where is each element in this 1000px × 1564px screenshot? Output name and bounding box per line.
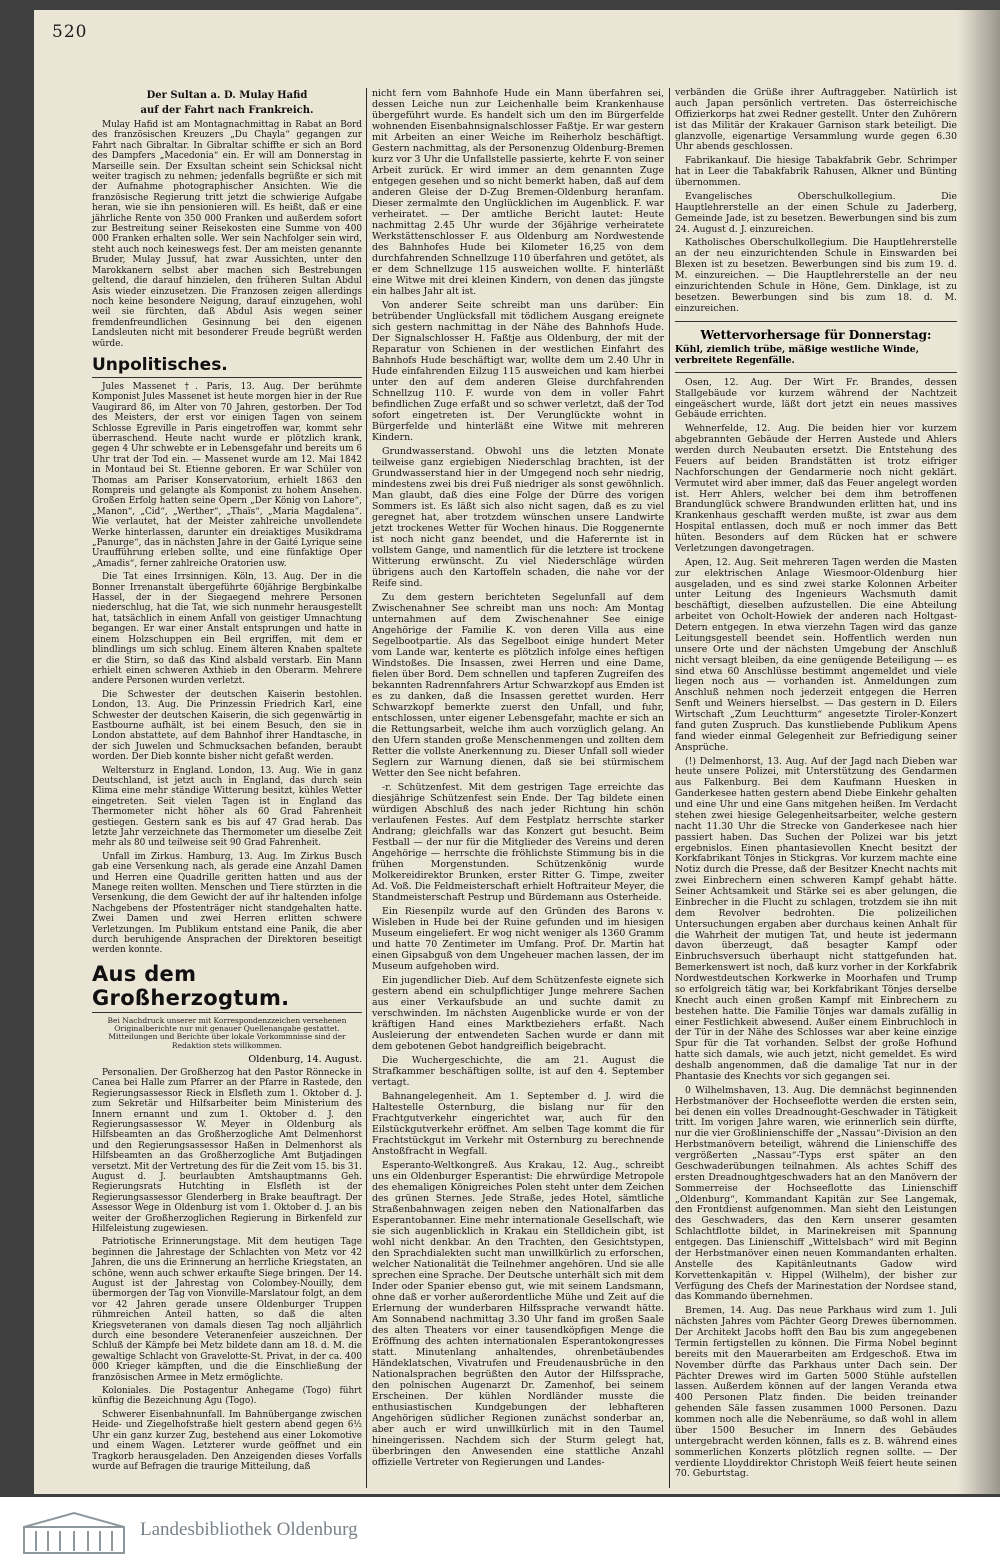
article-paragraph: Koloniales. Die Postagentur Anhegame (Togo) führt künftig die Bezeichnung Agu (Togo). bbox=[92, 1386, 362, 1407]
separator-line bbox=[675, 321, 957, 322]
article-paragraph: Die Schwester der deutschen Kaiserin bestohlen. London, 13. Aug. Die Prinzessin Friedrich Karl, eine Schwester der deutschen Kaiserin, die sich gegenwärtig in Eastbourne aufhält, ist bei einem Besuch, den sie in London abstattete, auf dem Bahnhof ihrer Handtasche, in der sich Juwelen und Schmucksachen befanden, beraubt worden. Der Dieb konnte bisher nicht gefaßt werden. bbox=[92, 689, 362, 763]
viewer-footer bbox=[0, 1497, 1000, 1564]
article-paragraph: Evangelisches Oberschulkollegium. Die Hauptlehrerstelle an der einen Schule zu Jaderberg, Gemeinde Jade, ist zu besetzen. Bewerbungen sind bis zum 24. August d. J. einzureichen. bbox=[675, 190, 957, 235]
article-paragraph: Osen, 12. Aug. Der Wirt Fr. Brandes, dessen Stallgebäude vor kurzem während der Nachtzeit eingeäschert wurde, läßt dort jetzt ein neues massives Gebäude errichten. bbox=[675, 376, 957, 421]
article-paragraph: Grundwasserstand. Obwohl uns die letzten Monate teilweise ganz ergiebigen Niederschlag brachten, ist der Grundwasserstand hier in der Umgegend noch sehr niedrig, mindestens zwei bis drei Fuß niedriger als sonst gewöhnlich. Man glaubt, daß dies eine Folge der Dürre des vorigen Sommers ist. Es läßt sich also nicht sagen, daß es zu viel geregnet hat, aber trotzdem wünschen unsere Landwirte jetzt trockenes Wetter für Wochen hinaus. Die Roggenernte ist noch nicht ganz beendet, und die Haferernte ist in vollstem Gange, und namentlich für die letztere ist trockene Witterung erwünscht. Zu viel Niederschläge würden übrigens auch den Kartoffeln schaden, die nahe vor der Reife sind. bbox=[372, 446, 664, 589]
article-paragraph: verbänden die Grüße ihrer Auftraggeber. Natürlich ist auch Japan persönlich vertreten. Das österreichische Offizierkorps hat zwei Redner gestellt. Unter den Zuhörern ist das Militär der Krakauer Garnison stark beteiligt. Die glanzvolle, eigenartige Versammlung wurde gegen 6.30 Uhr abends geschlossen. bbox=[675, 87, 957, 153]
section-heading: Aus dem Großherzogtum. bbox=[92, 962, 362, 1013]
dateline: Oldenburg, 14. August. bbox=[248, 1053, 362, 1065]
article-paragraph: Weltersturz in England. London, 13. Aug. Wie in ganz Deutschland, ist jetzt auch in England, das durch sein Klima eine mehr ständige Witterung besitzt, kühles Wetter eingetreten. Seit vielen Tagen ist in England das Thermometer nicht höher als 60 Grad Fahrenheit gestiegen. Gestern sank es bis auf 47 Grad herab. Das letzte Jahr verzeichnete das Thermometer um dieselbe Zeit mehr als 80 und teilweise seit 90 Grad Fahrenheit. bbox=[92, 765, 362, 849]
article-paragraph: Katholisches Oberschulkollegium. Die Hauptlehrerstelle an der neu einzurichtenden Schule in Einswarden bei Blexen ist zu besetzen. Bewerbungen sind bis zum 19. d. M. einzureichen. — Die Hauptlehrerstelle an der neu einzurichtenden Schule in Höne, Gem. Dinklage, ist zu besetzen. Bewerbungen sind bis zum 18. d. M. einzureichen. bbox=[675, 237, 957, 314]
article-paragraph: Unfall im Zirkus. Hamburg, 13. Aug. Im Zirkus Busch gab eine Versenkung nach, als gerade eine Anzahl Damen und Herren eine Quadrille geritten hatten und aus der Manege reiten wollten. Menschen und Tiere stürzten in die Versenkung, die dem Gewicht der auf ihr haltenden infolge Nachgebens der Pfostenträger nicht standgehalten hatte. Zwei Damen und zwei Herren erlitten schwere Verletzungen. Im Publikum entstand eine Panik, die aber durch beruhigende Ansprachen der Direktoren beseitigt werden konnte. bbox=[92, 851, 362, 956]
article-paragraph: -r. Schützenfest. Mit dem gestrigen Tage erreichte das diesjährige Schützenfest sein Ende. Der Tag bildete einen würdigen Abschluß des nach jeder Richtung hin schön verlaufenen Festes. Auf dem Festplatz herrschte starker Andrang; gleichfalls war das Konzert gut besucht. Beim Festball — der nur für die Mitglieder des Vereins und deren Angehörige — herrschte die fröhlichste Stimmung bis in die frühen Morgenstunden. Schützenkönig wurde Molkereidirektor Brunken, erster Ritter G. Timpe, zweiter Ad. Voß. Die Feldmeisterschaft erhielt Hoftraiteur Meyer, die Standmeisterschaft Pestrup und Bürdemann aus Osterheide. bbox=[372, 782, 664, 903]
article-paragraph: Zu dem gestern berichteten Segelunfall auf dem Zwischenahner See schreibt man uns noch: Am Montag unternahmen auf dem Zwischenahner See einige Angehörige der Familie K. von deren Villa aus eine Segelbootpartie. Als das Segelboot einige hundert Meter vom Lande war, kenterte es plötzlich infolge eines heftigen Windstoßes. Die Insassen, zwei Herren und eine Dame, fielen über Bord. Dem schnellen und tapferen Zugreifen des bekannten Radrennfahrers Artur Schwarzkopf aus Emden ist es zu danken, daß die Insassen gerettet wurden. Herr Schwarzkopf bemerkte zuerst den Unfall, und fuhr, entschlossen, unter eigener Lebensgefahr, machte er sich an die Rettungsarbeit, welche ihm auch vorzüglich gelang. An den Ufern standen große Menschenmengen und zollten dem Retter die vollste Anerkennung zu. Dieser Unfall soll wieder Seglern zur Warnung dienen, daß sie bei stürmischem Wetter den See nicht befahren. bbox=[372, 592, 664, 779]
article-paragraph: Bremen, 14. Aug. Das neue Parkhaus wird zum 1. Juli nächsten Jahres vom Pächter Georg Drewes übernommen. Der Architekt Jacobs hofft den Bau bis zum angegebenen Termin fertigstellen zu können. Die Firma Nobel beginnt bereits mit den Mauerarbeiten am Erdgeschoß. Etwa im November dürfte das Parkhaus unter Dach sein. Der Pächter Drewes wird im Garten 5000 Stühle aufstellen lassen. Außerdem können auf der langen Veranda etwa 400 Personen Platz finden. Die beiden treinander gehenden Säle fassen zusammen 1000 Personen. Dazu kommen noch alle die Nebenräume, so daß wohl in allem über 1500 Besucher im Innern des Gebäudes untergebracht werden können, falls es z. B. während eines sommerlichen Konzerts plötzlich regnen sollte. — Der verdiente Lloyddirektor Christoph Weiß feiert heute seinen 70. Geburtstag. bbox=[675, 1305, 957, 1480]
article-paragraph: (!) Delmenhorst, 13. Aug. Auf der Jagd nach Dieben war heute unsere Polizei, mit Unterstützung des Gendarmen aus Falkenburg. Bei dem Kaufmann Huesken in Ganderkesee hatten gestern abend Diebe Einkehr gehalten und eine Uhr und eine Gans mitgehen heißen. Im Verdacht stehen zwei hiesige Gelegenheitsarbeiter, welche gestern nacht 11.30 Uhr die Strecke von Ganderkesee nach hier passiert haben. Das Suchen der Polizei war bis jetzt ergebnislos. Einen phantasievollen Knecht besitzt der Korkfabrikant Tönjes in Stickgras. Vor kurzem machte eine Notiz durch die Presse, daß der Besitzer Knecht nachts mit zwei Einbrechern einen schweren Kampf gehabt hätte. Seiner Achtsamkeit und Stärke sei es aber gelungen, die Einbrecher in die Flucht zu schlagen, trotzdem sie ihn mit dem Revolver bedrohten. Die polizeilichen Untersuchungen ergaben aber durchaus keinen Anhalt für die Wahrheit der mutigen Tat, und heute ist jedermann davon überzeugt, daß besagter Kampf oder Einbruchsversuch überhaupt nicht stattgefunden hat. Bemerkenswert ist noch, daß kurz vorher in der Korkfabrik Nordwestdeutschen Korkwerke in Moorhafen und Trump so erfolgreich tätig war, bei Korkfabrikant Tönjes derselbe Knecht auch einen großen Kampf mit Einbrechern zu bestehen hatte. Die Familie Tönjes war damals zufällig in einer Festlichkeit abwesend. Außer einem Einbruchloch in der Tür in der Nähe des Schlosses war aber keine einzige Spur für die Tat vorhanden. Selbst der große Hofhund hatte sich damals, wie auch jetzt, nicht gemeldet. Es wird deshalb angenommen, daß die damalige Tat nur in der Phantasie des Knechts vor sich gegangen sei. bbox=[675, 755, 957, 1082]
article-paragraph: Esperanto-Weltkongreß. Aus Krakau, 12. Aug., schreibt uns ein Oldenburger Esperantist: Die ehrwürdige Metropole des ehemaligen Königreiches Polen steht unter dem Zeichen des grünen Sternes. Jede Straße, jedes Hotel, sämtliche Straßenbahnwagen zeigen neben den Nationalfarben das Esperantobanner. Eine mehr internationale Gesellschaft, wie sie sich augenblicklich in Krakau ein Stelldichein gibt, ist wohl nicht denkbar. An den Trachten, den Gesichtstypen, den Sprachdialekten sucht man unwillkürlich zu erforschen, welcher Nationalität die Teilnehmer angehören. Und sie alle sprechen eine Sprache. Der Deutsche unterhält sich mit dem Inder oder Spanier ebenso gut, wie mit seinem Landsmann, ohne daß er vorher außerordentliche Mühe und Zeit auf die Erlernung der wunderbaren Hilfssprache verwandt hätte. Am Sonnabend nachmittag 3.30 Uhr fand im großen Saale des alten Theaters vor einer tausendköpfigen Menge die Eröffnung des achten internationalen Esperantokongresses statt. Minutenlang anhaltendes, ohrenbetäubendes Händeklatschen, Vivatrufen und Freudenausbrüche in den Nationalsprachen begrüßten den Autor der Hilfssprache, den polnischen Augenarzt Dr. Zamenhof, bei seinem Erscheinen. Der kühlen Nordländer musste die enthusiastischen Kundgebungen der lebhafteren Angehörigen südlicher Regionen zunächst sonderbar an, aber auch er wird unwillkürlich mit in den Taumel hineingerissen. Nachdem sich der Sturm gelegt hat, überbringen den Anwesenden eine stattliche Anzahl offizielle Vertreter von Regierungen und Landes- bbox=[372, 1160, 664, 1468]
article-subheadline: auf der Fahrt nach Frankreich. bbox=[140, 105, 314, 116]
article-paragraph: Schwerer Eisenbahnunfall. Im Bahnübergange zwischen Heide- und Ziegelhofstraße hielt gestern abend gegen 6½ Uhr ein ganz kurzer Zug, bestehend aus einer Lokomotive und einem Wagen. Letzterer wurde geöffnet und ein Tragkorb herausgeladen. Den Anzeigenden dieses Vorfalls wurde auf Befragen die traurige Mitteilung, daß bbox=[92, 1409, 362, 1472]
article-paragraph: Patriotische Erinnerungstage. Mit dem heutigen Tage beginnen die Jahrestage der Schlachten von Metz vor 42 Jahren, die uns die Erinnerung an herrliche Kriegstaten, an schöne, wenn auch schwer erkaufte Siege bringen. Der 14. August ist der Jahrestag von Colombey-Nouilly, dem übermorgen der Tag von Vionville-Marslatour folgt, an dem vor 42 Jahren gerade unsere Oldenburger Truppen rühmreichen Anteil hatten, so daß die alten Kriegsveteranen von damals diesen Tag noch alljährlich durch eine besondere Veteranenfeier auszeichnen. Der Schluß der Kämpfe bei Metz bildete dann am 18. d. M. die gewaltige Schlacht von Gravelotte-St. Privat, in der ca. 400 000 Krieger kämpften, und die die Einschließung der französischen Armee in Metz ermöglichte. bbox=[92, 1237, 362, 1383]
article-headline: Der Sultan a. D. Mulay Hafid bbox=[146, 90, 308, 101]
article-paragraph: Personalien. Der Großherzog hat den Pastor Rönnecke in Canea bei Halle zum Pfarrer an der Pfarre in Rastede, den Regierungsassessor Rieck in Elsfleth zum 1. Oktober d. J. zum Sekretär und Hilfsarbeiter beim Ministerium des Innern ernannt und zum 1. Oktober d. J. den Regierungsassessor W. Meyer in Oldenburg als Hilfsbeamten an das Großherzogliche Amt Delmenhorst und den Regierungsassessor Haßen in Delmenhorst als Hilfsbeamten an das Großherzogliche Amt Butjadingen versetzt. Mit der Vertretung des für die Zeit vom 15. bis 31. August d. J. beurlaubten Amtshauptmanns Geh. Regierungsrats Hutchting in Elsfleth ist der Regierungsassessor Glenderberg in Brake beauftragt. Der Assessor Wege in Oldenburg ist vom 1. Oktober d. J. an bis weiter der Großherzoglichen Regierung in Birkenfeld zur Hilfeleistung zugewiesen. bbox=[92, 1067, 362, 1234]
column-3 bbox=[675, 88, 957, 1483]
article-paragraph: Von anderer Seite schreibt man uns darüber: Ein betrübender Unglücksfall mit tödlichem Ausgang ereignete sich gestern nachmittag in der Nähe des Bahnhofs Hude. Der Signalschlosser H. Faßtje aus Oldenburg, der mit der Reparatur von Schienen in der westlichen Einfahrt des Bahnhofs Hude beschäftigt war, wollte dem um 2.40 Uhr in Hude einfahrenden Eilzug 115 ausweichen und kam hierbei unter den auf dem anderen Gleise durchfahrenden Schnellzug 110. F. wurde von dem in voller Fahrt befindlichen Zuge erfaßt und so schwer verletzt, daß der Tod sofort eingetreten ist. Der Verunglückte wohnt in Bürgerfelde und hinterläßt eine Witwe mit mehreren Kindern. bbox=[372, 300, 664, 443]
article-paragraph: Ein Riesenpilz wurde auf den Gründen des Barons v. Wisleben in Hude bei der Ruine gefunden und im hiesigen Museum eingeliefert. Er wog nicht weniger als 1360 Gramm und hatte 70 Zentimeter im Umfang. Prof. Dr. Martin hat einen Gipsabguß von dem Ungeheuer machen lassen, der im Museum aufgehoben wird. bbox=[372, 906, 664, 972]
article-paragraph: Bahnangelegenheit. Am 1. September d. J. wird die Haltestelle Osternburg, die bislang nur für den Frachtgutverkehr eingerichtet war, auch für den Eilstückgutverkehr eröffnet. Am selben Tage kommt die für Frachtstückgut im Verkehr mit Osternburg zu berechnende Anstoßfracht in Wegfall. bbox=[372, 1091, 664, 1157]
article-paragraph: Ein jugendlicher Dieb. Auf dem Schützenfeste eignete sich gestern abend ein schulpflichtiger Junge mehrere Sachen aus einer Verkaufsbude an und suchte damit zu verschwinden. Im nächsten Augenblicke wurde er von der kräftigen Hand eines Marktbeziehers erfaßt. Nach Ausleierung der entwendeten Sachen wurde er dann mit dem gebotenen Gebot handgreiflich beigebracht. bbox=[372, 975, 664, 1052]
article-paragraph: nicht fern vom Bahnhofe Hude ein Mann überfahren sei, dessen Leiche nun zur Leichenhalle beim Krankenhause übergeführt wurde. Es handelt sich um den im Bürgerfelde wohnenden Eisenbahnsignalschlosser Faßtje. Er war gestern mit Arbeiten an einer Weiche im Reiherholz beschäftigt. Gestern nachmittag, als der Personenzug Oldenburg-Bremen kurz vor 3 Uhr die Unfallstelle passierte, kehrte F. von seiner Arbeit zurück. Er wird immer an dem genannten Zuge entgegen gesehen und so nicht bemerkt haben, daß auf dem anderen Gleise der D-Zug Bremen-Oldenburg heranfam. Dieser zermalmte den Unglücklichen im Augenblick. F. war verheiratet. — Der amtliche Bericht lautet: Heute nachmittag 2.45 Uhr wurde der 36jährige verheiratete Werkstättenschlosser F. aus Oldenburg am Nordwestende des Bahnhofes Hude bei Kilometer 16,25 von dem durchfahrenden Schnellzuge 110 überfahren und getötet, als er dem Schnellzuge 115 ausweichen wollte. F. hinterläßt eine Witwe mit drei kleinen Kindern, von denen das jüngste ein halbes Jahr alt ist. bbox=[372, 88, 664, 297]
library-name: Landesbibliothek Oldenburg bbox=[140, 1519, 358, 1540]
column-divider bbox=[366, 88, 367, 1488]
reprint-note: Bei Nachdruck unserer mit Korrespondenzzeichen versehenen Originalberichte nur mit genauer Quellenangabe gestattet. Mitteilungen und Berichte über lokale Vorkommnisse sind der Redaktion stets willkommen. bbox=[107, 1015, 347, 1050]
article-paragraph: Mulay Hafid ist am Montagnachmittag in Rabat an Bord des französischen Kreuzers „Du Chayla“ gegangen zur Fahrt nach Gibraltar. In Gibraltar schiffte er sich an Bord des Dampfers „Macedonia“ ein. Er will am Donnerstag in Marseille sein. Der Exsultan scheint sein Schicksal nicht weiter tragisch zu nehmen; jedenfalls begrüßte er sich mit der Aufnahme photographischer Ansichten. Wie die französische Regierung tritt jetzt die schwierige Aufgabe heran, wie sie ihn pensionieren will. Es heißt, daß er eine jährliche Rente von 350 000 Franken und außerdem sofort zur Bestreitung seiner Reisekosten eine Summe von 400 000 Franken erhalten solle. Wer sein Nachfolger sein wird, steht auch noch keineswegs fest. Der am meisten genannte Bruder, Mulay Jussuf, hat zwar Aussichten, unter den Marokkanern selbst aber machen sich Bestrebungen geltend, die darauf hinzielen, den früheren Sultan Abdul Asis wieder einzusetzen. Die Franzosen zeigen allerdings noch keine besondere Neigung, darauf einzugehen, wohl weil sie fürchten, daß Abdul Asis wegen seiner fremdenfreundlichen Gesinnung bei den eigenen Landsleuten nicht mit besonderer Freude begrüßt werden würde. bbox=[92, 120, 362, 349]
page-number: 520 bbox=[52, 22, 88, 42]
article-paragraph: Apen, 12. Aug. Seit mehreren Tagen werden die Masten zur elektrischen Anlage Wiesmoor-Oldenburg hier ausgeladen, und es sind zwei starke Kolonnen Arbeiter unter Leitung des Ingenieurs Wachsmuth damit beschäftigt, dieselben aufzustellen. Die eine Abteilung arbeitet von Ocholt-Howiek der anderen nach Holtgast-Detern entgegen. In etwa vierzehn Tagen wird das ganze Leitungsgestell beendet sein. Hoffentlich werden nun unsere Orte und der nächsten Umgebung der Anschluß nicht versagt bleiben, da eine genügende Beteiligung — es sind etwa 60 Anschlüsse bestimmt angemeldet und viele liegen noch aus — vorhanden ist. Anmeldungen zum Anschluß nehmen noch jederzeit entgegen die Herren Senft und Weiners hierselbst. — Das gestern in D. Eilers Wirtschaft „Zum Leuchtturm“ angesetzte Tiroler-Konzert fand guten Zuspruch. Das kunstliebende Publikum Apens fand wieder einmal Gelegenheit zur Befriedigung seiner Ansprüche. bbox=[675, 556, 957, 753]
article-paragraph: 0 Wilhelmshaven, 13. Aug. Die demnächst beginnenden Herbstmanöver der Hochseeflotte werden die ersten sein, bei denen ein volles Dreadnought-Geschwader in Tätigkeit tritt. Im vorigen Jahre waren, wie erinnerlich sein dürfte, nur die vier Großlinienschiffe der „Nassau“-Division an den Herbstmanövern beteiligt, während die Linienschiffe des vergrößerten „Nassau“-Typs erst später an den Geschwaderübungen teilnahmen. Als achtes Schiff des ersten Dreadnoughtgeschwaders hat an den Manövern der Sommerreise der Hochseeflotte das Linienschiff „Oldenburg“, Kommandant Kapitän zur See Langemak, den Frontdienst aufgenommen. Man sieht den Leistungen des Geschwaders, das den Kern unserer gesamten Schlachtflotte bildet, in Marinekreisen mit Spannung entgegen. Das Linienschiff „Wittelsbach“ wird mit Beginn der Herbstmanöver einen neuen Kommandanten erhalten. Anstelle des Kapitänleutnants Gadow wird Korvettenkapitän v. Hippel (Wilhelm), der bisher zur Verfügung des Chefs der Marinestation der Nordsee stand, das Kommando übernehmen. bbox=[675, 1084, 957, 1303]
article-paragraph: Die Tat eines Irrsinnigen. Köln, 13. Aug. Der in die Bonner Irrenanstalt übergeführte 60jährige Bergbinkalbe Hassel, der in der Siegaegend mehrere Personen niederschlug, hat die Tat, wie sich nunmehr herausgestellt hat, tatsächlich in einem Anfall von geistiger Umnachtung begangen. Er war einer Anstalt entsprungen und hatte in einem Holzschuppen ein Beil ergriffen, mit dem er blindlings um sich schlug. Einem älteren Knaben spaltete er die Stirn, so daß das Kind alsbald verstarb. Ein Mann erhielt einen schweren Axthieb in den Oberarm. Mehrere andere Personen wurden verletzt. bbox=[92, 572, 362, 687]
weather-forecast: Kühl, ziemlich trübe, mäßige westliche Winde, verbreitete Regenfälle. bbox=[675, 343, 919, 366]
library-building-icon bbox=[22, 1509, 126, 1559]
section-heading: Unpolitisches. bbox=[92, 355, 362, 378]
article-paragraph: Wehnerfelde, 12. Aug. Die beiden hier vor kurzem abgebrannten Gebäude der Herren Austede und Ahlers werden durch Neubauten ersetzt. Die Entstehung des Feuers auf beiden Brandstätten ist trotz eifriger Nachforschungen der Gendarmerie noch nicht geklärt. Vermutet wird aber immer, daß das Feuer angelegt worden ist. Herr Ahlers, welcher bei dem ihm betroffenen Brandunglück schwere Brandwunden erlitten hat, und ins Krankenhaus geschafft werden mußte, ist zwar aus dem Hospital entlassen, doch muß er noch immer das Bett hüten. Besonders auf dem Rücken hat er schwere Verletzungen davongetragen. bbox=[675, 423, 957, 554]
article-paragraph: Die Wuchergeschichte, die am 21. August die Strafkammer beschäftigen sollte, ist auf den 4. September vertagt. bbox=[372, 1055, 664, 1088]
page-edge-shadow bbox=[958, 10, 1000, 1494]
column-1 bbox=[92, 88, 362, 1475]
article-paragraph: Jules Massenet †. Paris, 13. Aug. Der berühmte Komponist Jules Massenet ist heute morgen hier in der Rue Vaugirard 86, im Alter von 70 Jahren, gestorben. Der Tod des Meisters, der erst vor einigen Tagen von seinem Schlosse Egreville in Paris eingetroffen war, kommt sehr überraschend. Heute nacht wurde er plötzlich krank, gegen 4 Uhr schwebte er in Lebensgefahr und bereits um 6 Uhr trat der Tod ein. — Massenet wurde am 12. Mai 1842 in Montaud bei St. Etienne geboren. Er war Schüler von Thomas am Pariser Konservatorium, erhielt 1863 den Rompreis und gelangte als Komponist zu hohem Ansehen. Großen Erfolg hatten seine Opern „Der König von Lahore“, „Manon“, „Cid“, „Werther“, „Thaïs“, „Maria Magdalena“. Wie verlautet, hat der Meister zahlreiche unvollendete Werke hinterlassen, darunter ein dreiaktiges Musikdrama „Panurge“, das in nächsten Jahre in der Gaité Lyrique seine Uraufführung erleben sollte, und eine fünfaktige Oper „Amadis“, ferner zahlreiche Oratorien usw. bbox=[92, 381, 362, 569]
article-paragraph: Fabrikankauf. Die hiesige Tabakfabrik Gebr. Schrimper hat in Leer die Tabakfabrik Rahusen, Alkner und Bünting übernommen. bbox=[675, 155, 957, 188]
weather-heading: Wettervorhersage für Donnerstag: bbox=[700, 327, 932, 342]
column-divider bbox=[669, 88, 670, 1488]
column-2 bbox=[372, 88, 664, 1471]
separator-line bbox=[675, 372, 957, 373]
